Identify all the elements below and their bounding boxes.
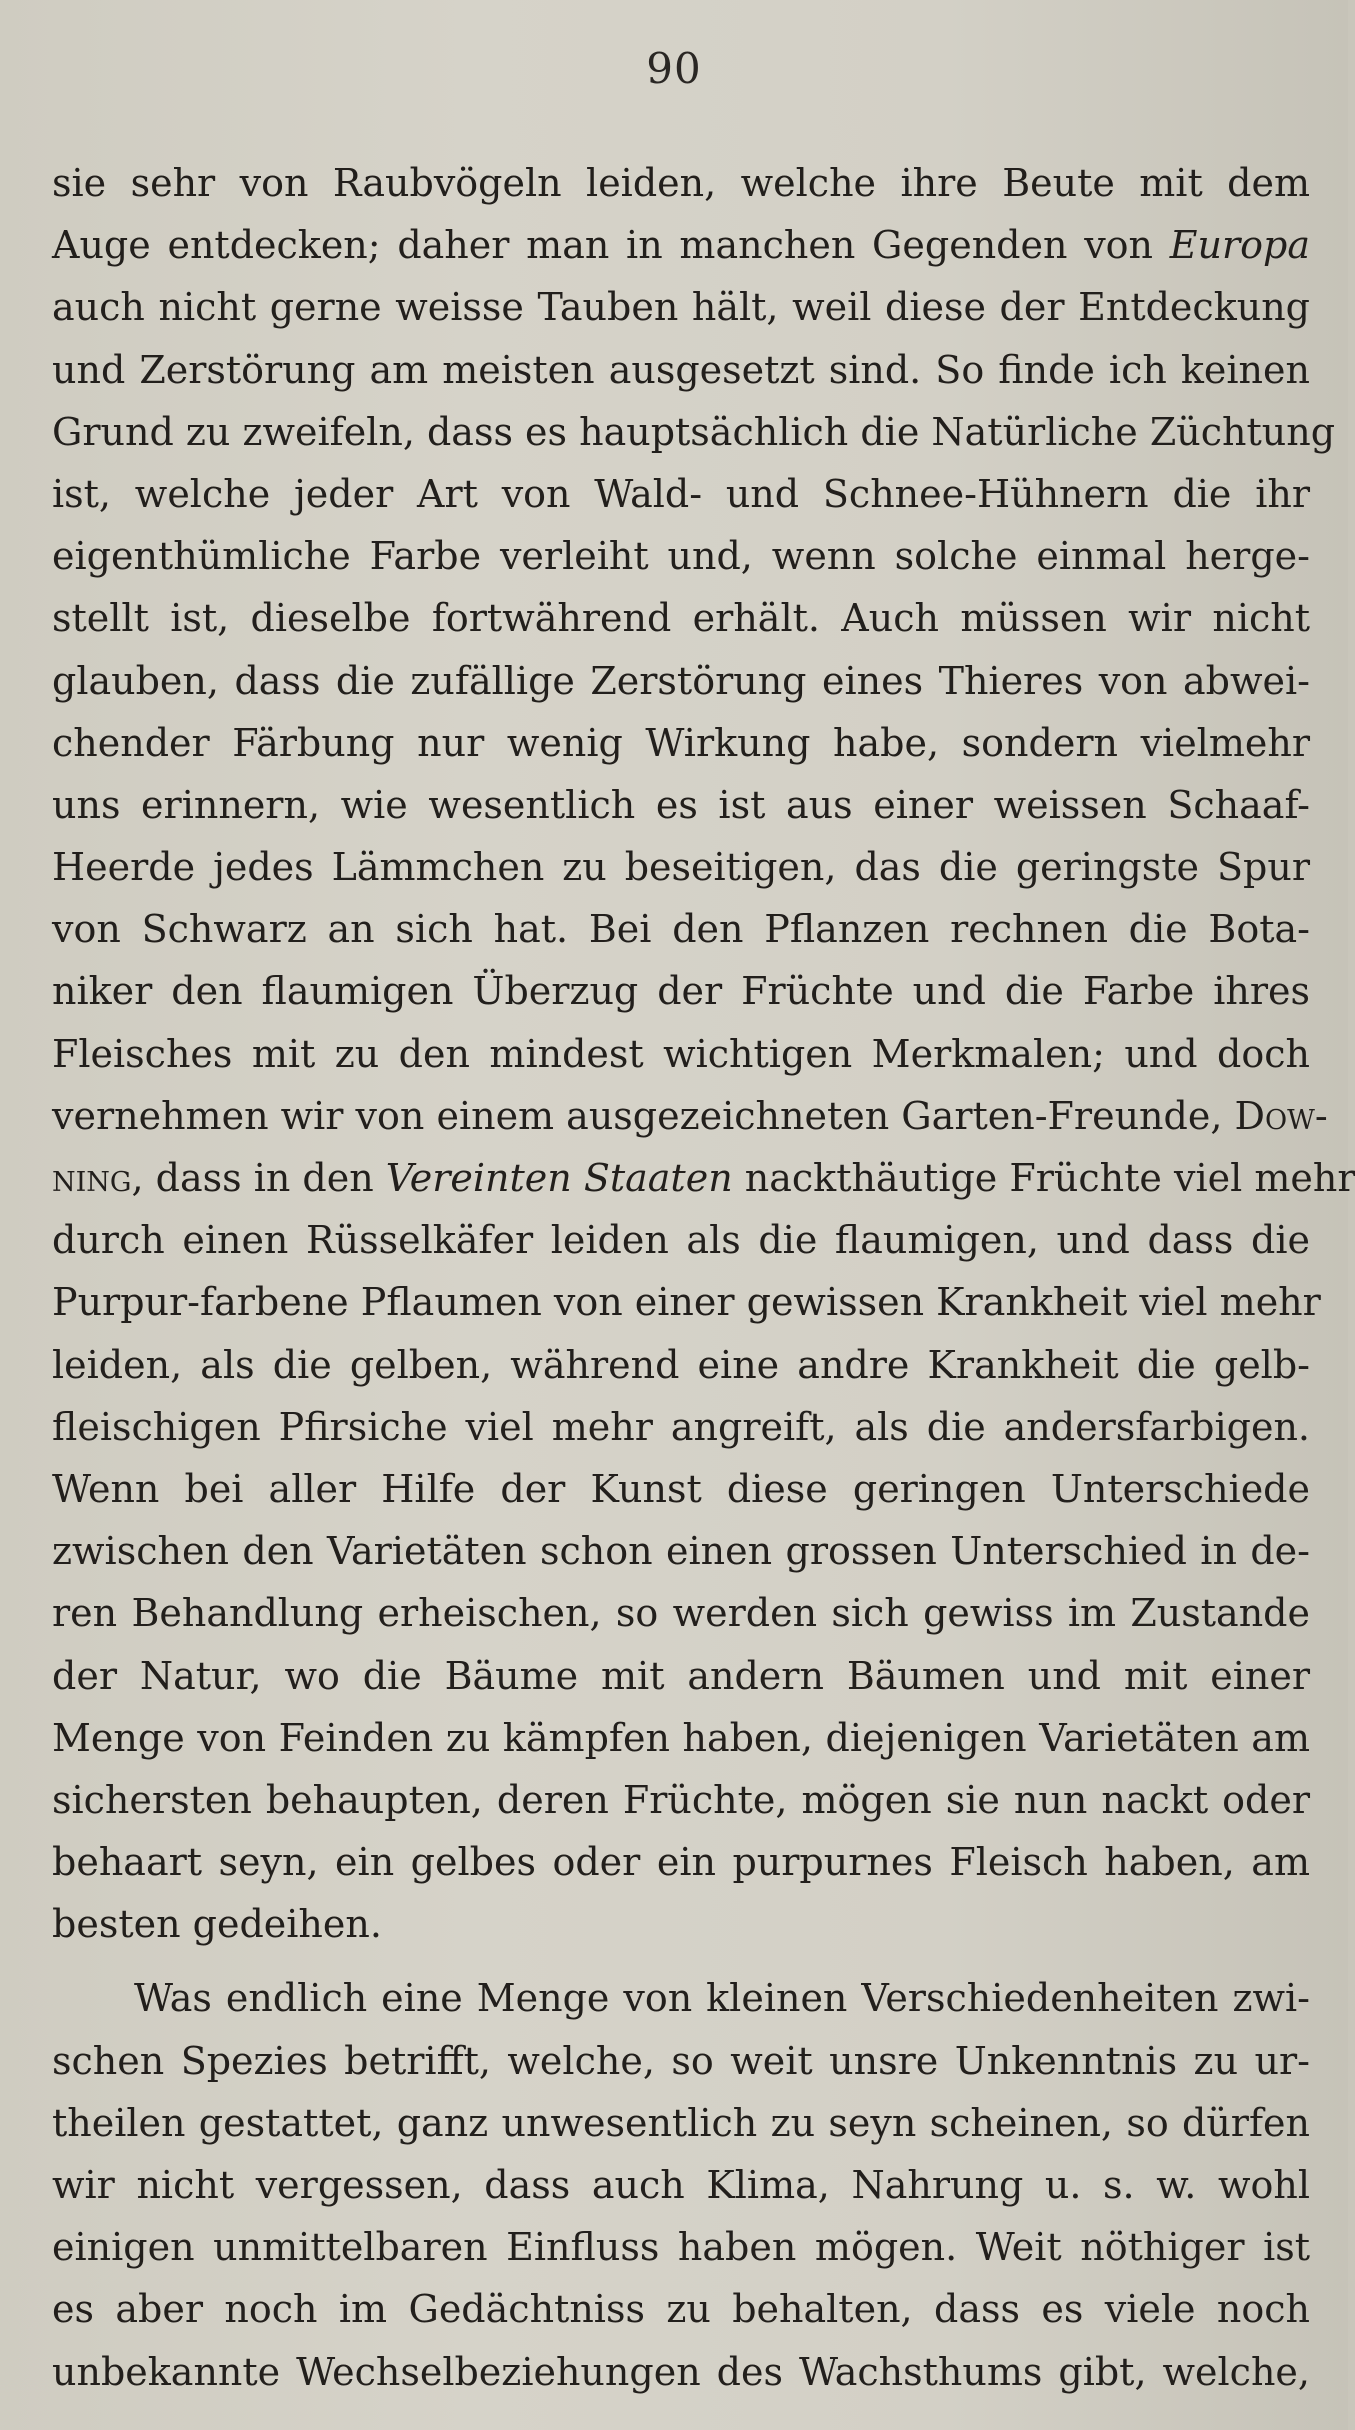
text-line: uns erinnern, wie wesentlich es ist aus einer weissen Schaaf- [52, 782, 1310, 827]
place-name: Vereinten Staaten [385, 1156, 733, 1200]
text-line: wir nicht vergessen, dass auch Klima, Nahrung u. s. w. wohl [52, 2163, 1310, 2207]
text-line: ist, welche jeder Art von Wald- und Schnee-Hühnern die ihr [52, 471, 1310, 516]
text-line: eigenthümliche Farbe verleiht und, wenn solche einmal herge- [52, 534, 1310, 579]
text-line-part: vernehmen wir von einem ausgezeichneten Garten-Freunde, [52, 1093, 1235, 1138]
text-line: Purpur-farbene Pflaumen von einer gewissen Krankheit viel mehr [52, 1280, 1321, 1325]
text-line: Wenn bei aller Hilfe der Kunst diese geringen Unterschiede [52, 1466, 1310, 1511]
text-line: chender Färbung nur wenig Wirkung habe, sondern vielmehr [52, 720, 1310, 765]
text-line: zwischen den Varietäten schon einen grossen Unterschied in de- [52, 1529, 1310, 1574]
text-line: niker den flaumigen Überzug der Früchte und die Farbe ihres [52, 969, 1310, 1014]
text-line: unbekannte Wechselbeziehungen des Wachsthums gibt, welche, [52, 2349, 1310, 2394]
text-line-part: Auge entdecken; daher man in manchen Gegenden von [52, 223, 1170, 268]
text-line: einigen unmittelbaren Einfluss haben mögen. Weit nöthiger ist [52, 2225, 1310, 2270]
text-line: leiden, als die gelben, während eine andre Krankheit die gelb- [52, 1342, 1310, 1387]
text-line [52, 214, 1310, 276]
text-line: behaart seyn, ein gelbes oder ein purpurnes Fleisch haben, am [52, 1840, 1310, 1885]
place-name: Europa [1169, 223, 1310, 268]
text-line: Was endlich eine Menge von kleinen Verschiedenheiten zwi- [134, 1976, 1310, 2021]
text-line: glauben, dass die zufällige Zerstörung eines Thieres von abwei- [52, 658, 1310, 703]
text-line: und Zerstörung am meisten ausgesetzt sind. So finde ich keinen [52, 347, 1310, 392]
text-line: von Schwarz an sich hat. Bei den Pflanzen rechnen die Bota- [52, 907, 1310, 952]
text-line: schen Spezies betrifft, welche, so weit unsre Unkenntnis zu ur- [52, 2038, 1310, 2083]
text-line [52, 1147, 1355, 1209]
text-line: auch nicht gerne weisse Tauben hält, weil diese der Entdeckung [52, 285, 1310, 330]
text-line-part: , dass in den [131, 1156, 386, 1200]
text-line: Menge von Feinden zu kämpfen haben, diejenigen Varietäten am [52, 1715, 1310, 1760]
person-name: Dow- [1234, 1093, 1328, 1138]
text-line: sie sehr von Raubvögeln leiden, welche ihre Beute mit dem [52, 161, 1310, 205]
text-line: stellt ist, dieselbe fortwährend erhält. Auch müssen wir nicht [52, 596, 1310, 641]
person-name: ning [52, 1156, 132, 1200]
body-text [52, 152, 1355, 2403]
paragraph-gap [52, 1955, 1310, 1967]
text-line: Fleisches mit zu den mindest wichtigen Merkmalen; und doch [52, 1031, 1310, 1076]
text-line: sichersten behaupten, deren Früchte, mögen sie nun nackt oder [52, 1777, 1310, 1822]
text-line: der Natur, wo die Bäume mit andern Bäumen und mit einer [52, 1653, 1310, 1698]
text-line: Grund zu zweifeln, dass es hauptsächlich die Natürliche Züchtung [52, 409, 1336, 454]
text-line: durch einen Rüsselkäfer leiden als die flaumigen, und dass die [52, 1218, 1310, 1263]
text-line: es aber noch im Gedächtniss zu behalten, dass es viele noch [52, 2287, 1310, 2332]
text-line: Heerde jedes Lämmchen zu beseitigen, das die geringste Spur [52, 845, 1310, 890]
text-line: besten gedeihen. [52, 1902, 382, 1947]
text-line: fleischigen Pfirsiche viel mehr angreift, als die andersfarbigen. [52, 1404, 1310, 1449]
text-line: theilen gestattet, ganz unwesentlich zu seyn scheinen, so dürfen [52, 2100, 1310, 2145]
text-line-part: nackthäutige Früchte viel mehr [732, 1156, 1355, 1200]
text-line [52, 1085, 1328, 1147]
text-line: ren Behandlung erheischen, so werden sich gewiss im Zustande [52, 1591, 1310, 1636]
page-number: 90 [646, 44, 702, 93]
